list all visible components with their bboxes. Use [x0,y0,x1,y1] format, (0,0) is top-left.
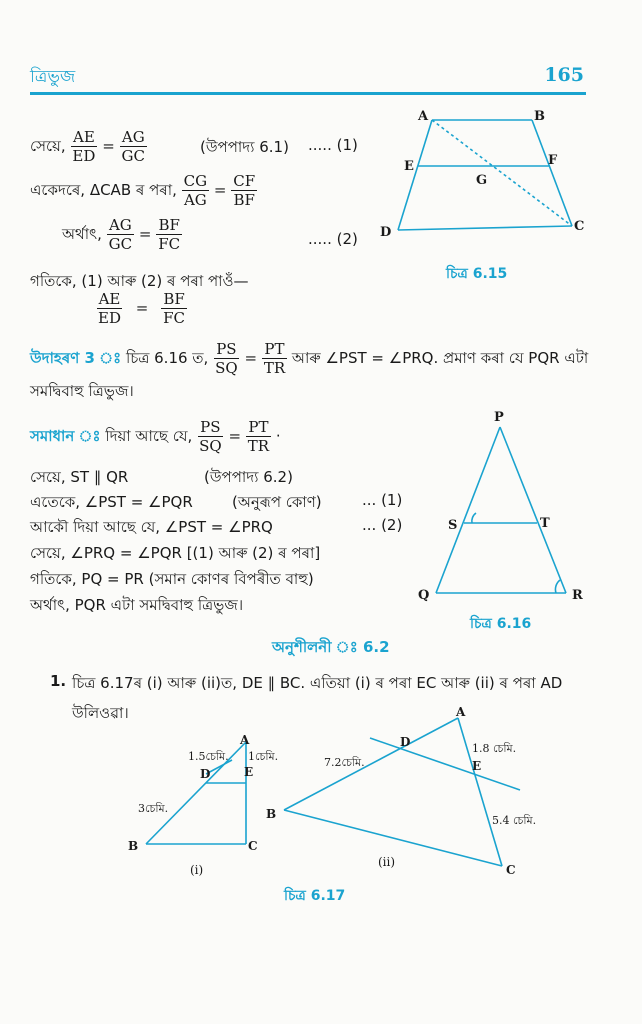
label-t: T [540,516,550,531]
angle-mark-prq [555,580,560,593]
label-d: D [380,225,392,240]
proof-line-3: অর্থাৎ, $\frac{AG}{GC}$ = $\frac{BF}{FC}$ [62,216,181,253]
solution-line-1: সমাধান ঃ দিয়া আছে যে, $\frac{PS}{SQ}$ = $\frac{PT}{TR}$ · [30,418,281,455]
figure-caption-6-17: চিত্ৰ 6.17 [284,888,346,904]
figure-6-15 [370,100,600,250]
fraction-ag-gc: $\frac{AG}{GC}$ [121,128,146,165]
question-1-line-1: চিত্ৰ 6.17ৰ (i) আৰু (ii)ত, DE ∥ BC. এতিয়া (i) ৰ পৰা EC আৰু (ii) ৰ পৰা AD [72,674,563,692]
angle-mark-pst [472,513,476,523]
label-f: F [548,153,558,168]
label-b-i: B [128,839,139,853]
fraction-ps-sq-2: $\frac{PS}{SQ}$ [199,418,222,455]
example-3-line-1: উদাহৰণ 3 ঃ চিত্ৰ 6.16 ত, $\frac{PS}{SQ}$ = $\frac{PT}{TR}$ আৰু ∠PST = ∠PRQ. প্ৰমাণ কৰা যে PQR এটা [30,340,589,377]
subfigure-label-ii: (ii) [378,855,396,869]
question-number: 1. [50,672,67,690]
label-q: Q [418,588,430,603]
proof-line-4: গতিকে, (1) আৰু (2) ৰ পৰা পাওঁ— [30,272,249,290]
label-b-ii: B [266,807,277,821]
fraction-pt-tr: $\frac{PT}{TR}$ [263,340,286,377]
solution-tag-2: ... (2) [362,516,403,534]
figure-6-17-ii [262,706,552,886]
header-rule [30,92,586,95]
example-3-line-2: সমদ্বিবাহু ত্ৰিভুজ। [30,382,134,400]
length-ae-ii: 1.8 চেমি. [472,742,517,755]
fraction-bf-fc-2: $\frac{BF}{FC}$ [163,290,186,327]
fraction-ae-ed-2: $\frac{AE}{ED}$ [98,290,121,327]
edge-pr [500,427,566,593]
label-a-i: A [240,733,250,747]
label-a-ii: A [456,706,466,719]
solution-line-4: আকৌ দিয়া আছে যে, ∠PST = ∠PRQ [30,518,273,536]
fraction-ae-ed: $\frac{AE}{ED}$ [72,128,96,165]
figure-caption-6-16: চিত্ৰ 6.16 [470,616,532,632]
label-s: S [448,518,458,533]
solution-line-5: সেয়ে, ∠PRQ = ∠PQR [(1) আৰু (2) ৰ পৰা] [30,544,321,562]
page-number: 165 [544,64,584,86]
label-c: C [574,219,585,234]
chapter-title: ত্ৰিভুজ [30,67,76,87]
fraction-ps-sq: $\frac{PS}{SQ}$ [215,340,238,377]
edge-dc [398,226,572,230]
example-label: উদাহৰণ 3 ঃ [30,349,122,367]
diagonal-ac [432,120,572,226]
edge-pq [436,427,500,593]
theorem-ref: (উপপাদ্য 6.1) [200,138,289,156]
label-e: E [404,159,414,174]
solution-line-2-ref: (উপপাদ্য 6.2) [204,468,293,486]
edge-ac-ii [458,718,502,866]
fraction-cg-ag: $\frac{CG}{AG}$ [183,172,208,209]
label-d-i: D [200,767,211,781]
fraction-ag-gc-2: $\frac{AG}{GC}$ [108,216,133,253]
proof-line-2: একেদৰে, ΔCAB ৰ পৰা, $\frac{CG}{AG}$ = $\frac{CF}{BF}$ [30,172,256,209]
question-1-line-2: উলিওৱা। [72,704,129,722]
label-d-ii: D [400,735,411,749]
proof-line-5: $\frac{AE}{ED}$ = $\frac{BF}{FC}$ [98,290,186,327]
solution-line-3: এতেকে, ∠PST = ∠PQR [30,493,193,511]
length-db-i: 3চেমি. [138,802,169,815]
fraction-pt-tr-2: $\frac{PT}{TR}$ [247,418,270,455]
fraction-cf-bf: $\frac{CF}{BF}$ [233,172,256,209]
label-e-ii: E [472,759,482,773]
edge-ab-ii [284,718,458,810]
solution-line-7: অর্থাৎ, PQR এটা সমদ্বিবাহু ত্ৰিভুজ। [30,596,244,614]
figure-caption-6-15: চিত্ৰ 6.15 [446,266,508,282]
exercise-title: অনুশীলনী ঃ 6.2 [272,638,390,656]
length-bd-ii: 7.2চেমি. [324,756,365,769]
label-e-i: E [244,765,254,779]
equation-tag-1: ..... (1) [308,136,358,154]
label-p: P [494,410,504,425]
length-ae-i: 1চেমি. [248,750,279,763]
solution-label: সমাধান ঃ [30,427,101,445]
label-r: R [572,588,583,603]
length-ad-i: 1.5চেমি. [188,750,229,763]
solution-line-3-ref: (অনুৰূপ কোণ) [232,493,322,511]
length-ec-ii: 5.4 চেমি. [492,814,537,827]
solution-line-2: সেয়ে, ST ∥ QR [30,468,129,486]
solution-tag-1: ... (1) [362,491,403,509]
label-b: B [534,109,545,124]
equation-tag-2: ..... (2) [308,230,358,248]
edge-ad [398,120,432,230]
label-c-i: C [248,839,258,853]
figure-6-16 [410,405,600,605]
label-g: G [476,173,488,188]
fraction-bf-fc: $\frac{BF}{FC}$ [158,216,181,253]
subfigure-label-i: (i) [190,863,204,877]
solution-line-6: গতিকে, PQ = PR (সমান কোণৰ বিপৰীত বাহু) [30,570,314,588]
label-a: A [418,109,429,124]
proof-line-1: সেয়ে, $\frac{AE}{ED}$ = $\frac{AG}{GC}$ [30,128,146,165]
label-c-ii: C [506,863,516,877]
